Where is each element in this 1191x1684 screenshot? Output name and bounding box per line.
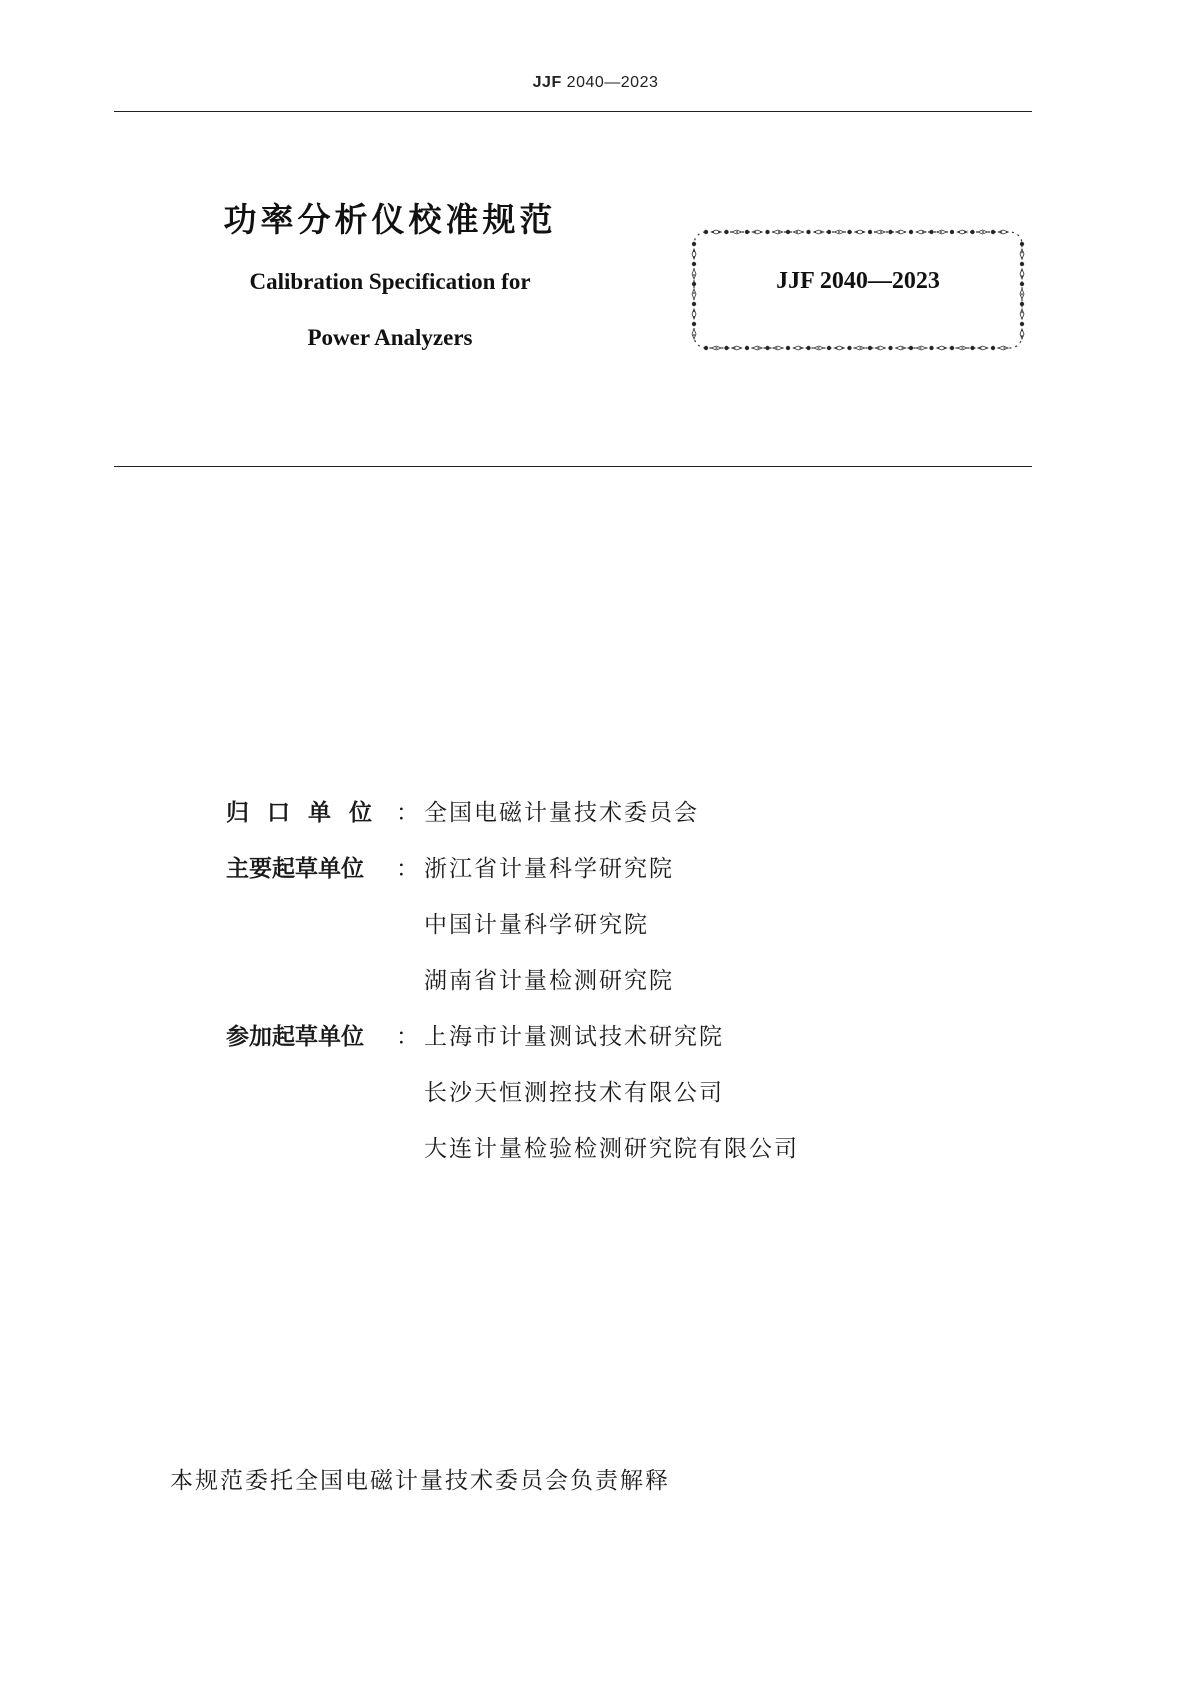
border-dot-icon [971,346,975,350]
running-header [0,74,1191,92]
border-dot-icon [1020,322,1024,326]
border-dot-icon [909,230,913,234]
draft-label-responsible: 归口单位 [226,800,390,826]
standard-code: JJF 2040—2023 [776,268,940,294]
border-dot-icon [807,346,811,350]
border-dot-icon [786,230,790,234]
border-diamond-icon [752,346,762,350]
interpretation-note: 本规范委托全国电磁计量技术委员会负责解释 [170,1468,670,1494]
bottom-divider [114,466,1032,467]
title-chinese: 功率分析仪校准规范 [223,200,557,239]
border-diamond-icon [773,346,783,350]
draft-org: 大连计量检验检测研究院有限公司 [424,1136,799,1162]
title-english-line-1: Calibration Specification for [249,269,531,294]
draft-org: 长沙天恒测控技术有限公司 [424,1080,724,1106]
header-code-number: 2040—2023 [566,74,659,91]
draft-org: 湖南省计量检测研究院 [424,968,674,994]
border-dot-icon [786,346,790,350]
border-dot-icon [807,230,811,234]
border-diamond-icon [692,329,696,339]
draft-separator: ： [396,800,419,826]
border-dot-icon [827,346,831,350]
border-dot-icon [1020,262,1024,266]
top-divider [114,111,1032,112]
border-dot-icon [889,346,893,350]
border-dot-icon [692,302,696,306]
border-dot-icon [704,230,708,234]
border-dot-icon [991,346,995,350]
border-dot-icon [868,346,872,350]
border-dot-icon [766,230,770,234]
border-dot-icon [991,230,995,234]
standard-code-frame [690,228,1026,352]
border-dot-icon [930,230,934,234]
border-dot-icon [1020,242,1024,246]
border-dot-icon [725,230,729,234]
header-code-prefix: JJF [532,74,562,91]
border-dot-icon [692,322,696,326]
border-dot-icon [745,346,749,350]
border-dot-icon [692,242,696,246]
draft-label-main: 主要起草单位 [226,856,364,882]
border-dot-icon [1020,302,1024,306]
border-dot-icon [704,346,708,350]
border-diamond-icon [793,230,803,234]
draft-separator: ： [396,856,419,882]
border-dot-icon [950,230,954,234]
draft-org: 上海市计量测试技术研究院 [424,1024,724,1050]
border-dot-icon [930,346,934,350]
draft-org: 浙江省计量科学研究院 [424,856,674,882]
border-dot-icon [848,230,852,234]
title-english-line-2: Power Analyzers [307,325,473,350]
border-diamond-icon [773,230,783,234]
title-block [170,200,610,366]
border-dot-icon [827,230,831,234]
border-dot-icon [766,346,770,350]
border-dot-icon [692,262,696,266]
draft-org: 全国电磁计量技术委员会 [424,800,699,826]
draft-label-participating: 参加起草单位 [226,1024,364,1050]
border-dot-icon [868,230,872,234]
border-dot-icon [909,346,913,350]
border-dot-icon [745,230,749,234]
border-dot-icon [848,346,852,350]
border-dot-icon [889,230,893,234]
border-diamond-icon [998,346,1008,350]
draft-separator: ： [396,1024,419,1050]
border-dot-icon [971,230,975,234]
draft-org: 中国计量科学研究院 [424,912,649,938]
border-dot-icon [950,346,954,350]
border-dot-icon [725,346,729,350]
